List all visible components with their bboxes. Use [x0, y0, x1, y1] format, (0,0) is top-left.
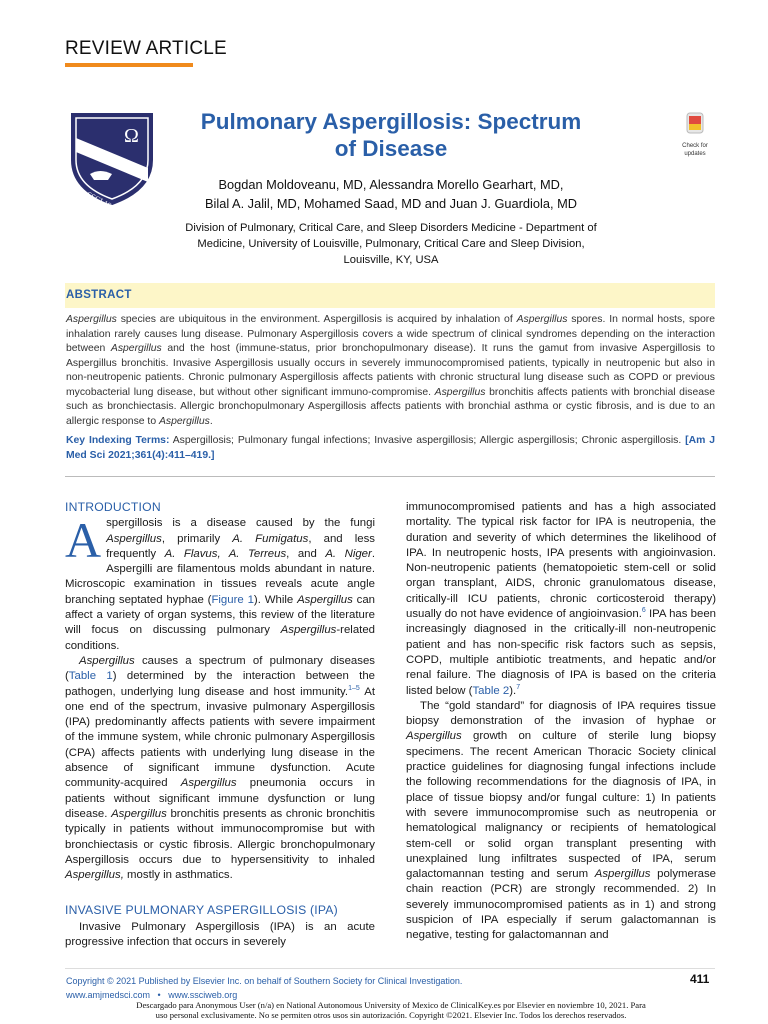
seal-omega: Ω	[124, 125, 139, 147]
title-line-1: Pulmonary Aspergillosis: Spectrum	[200, 109, 582, 134]
abstract-text-run: Aspergillus	[434, 386, 486, 398]
text-run: polymerase chain reaction (PCR) are strongly recommended. 2) In severely immunocompromised patients as in 1) and strong suspicion of IPA especially if serum galactomannan is negative, testing for galactomannan and	[406, 868, 717, 942]
abstract-text-run: .	[209, 415, 213, 427]
text-run: Aspergillus	[594, 868, 651, 881]
text-run: Aspergillus	[297, 593, 353, 606]
abstract-text-run: spores. In normal hosts, spore inhalation rarely causes lung disease. Pulmonary Aspergillosis covers a wide spectrum of clinical syndromes depending on the interaction between	[66, 314, 715, 354]
text-run: spergillosis is a disease caused by the fungi	[106, 517, 375, 530]
text-run: Aspergillus	[280, 624, 337, 637]
abstract-text	[66, 313, 715, 429]
text-run: IPA has been increasingly diagnosed in the critically-ill non-neutropenic patient and has non-specific risk factors such as sepsis, COPD, multiple antibiotic treatments, and hepatic and/or renal failure. The diagnosis of IPA is based on the criteria listed below (	[406, 608, 716, 697]
reference-1-5-link[interactable]: 1–5	[348, 684, 360, 692]
text-run: Aspergillus	[180, 777, 237, 790]
text-run: causes a spectrum of pulmonary diseases (	[65, 654, 375, 683]
author-list	[160, 176, 622, 213]
check-for-updates-button[interactable]	[676, 112, 714, 157]
ipa-paragraph: Invasive Pulmonary Aspergillosis (IPA) is an acute progressive infection that occurs in severely	[65, 920, 375, 949]
section-gap	[65, 883, 375, 903]
crossmark-icon	[676, 112, 714, 136]
abstract-divider	[65, 476, 715, 477]
text-run: Aspergillus,	[65, 869, 124, 882]
society-url-link[interactable]: www.ssciweb.org	[168, 990, 238, 1000]
footer-divider	[65, 968, 715, 969]
affiliation-line-3: Louisville, KY, USA	[343, 254, 439, 266]
seal-ring-text: SSCI 1946	[85, 189, 121, 208]
download-notice-line-1: Descargado para Anonymous User (n/a) en National Autonomous University of Mexico de ClinicalKey.es por Elsevier en noviembre 10, 2021. Para	[136, 1000, 646, 1010]
abstract-text-run: Aspergillus	[516, 314, 568, 325]
citation-link[interactable]: [Am J Med Sci 2021;361(4):411–419.]	[66, 435, 715, 461]
abstract-text-run: bronchitis affects patients with bronchial disease such as bronchiectasis. Allergic bronchopulmonary Aspergillosis affects patients with bronchial asthma or cystic fibrosis, and is due to an allergic response to	[66, 386, 715, 427]
text-run: Aspergillus	[106, 532, 162, 545]
key-terms-label: Key Indexing Terms:	[66, 435, 170, 446]
copyright-notice: Copyright © 2021 Published by Elsevier Inc. on behalf of Southern Society for Clinical Investigation.	[66, 976, 463, 986]
text-run: , and	[286, 547, 326, 560]
text-run: . Aspergilli are filamentous molds abundant in nature. Microscopic examination in tissues reveals acute angle branching septated hyphae (	[65, 547, 375, 606]
text-run: A. Fumigatus	[232, 532, 309, 545]
text-run: ).	[509, 684, 517, 697]
abstract-heading: ABSTRACT	[66, 289, 132, 301]
text-run: Aspergillus	[79, 654, 135, 667]
seal-shield-icon	[62, 108, 162, 208]
abstract-text-run: and the host (immune-status, prior bronchopulmonary disease). It runs the gamut from invasive Aspergillosis to Aspergillus bronchitis. Invasive Aspergillosis usually occurs in severely immunocompromised patients, typically in neutropenic but also in non-neutropenic patients. Chronic pulmonary Aspergillosis affects patients with chronic structural lung disease such as COPD or previous mycobacterial lung disease, but without other significant immuno-compromise.	[66, 343, 715, 398]
text-run: Aspergillus	[111, 807, 167, 820]
affiliation	[150, 220, 632, 268]
text-run: -related conditions.	[65, 624, 375, 652]
text-run: Aspergillus	[406, 730, 462, 743]
text-run: can affect a variety of organ systems, this review of the literature will focus on discussing pulmonary	[65, 593, 375, 637]
reference-7-link[interactable]: 7	[516, 683, 521, 691]
abstract-text-run: Aspergillus	[159, 415, 210, 427]
text-run: ) determined by the interaction between the pathogen, underlying lung disease and host immunity.	[65, 670, 375, 698]
authors-line-2: Bilal A. Jalil, MD, Mohamed Saad, MD and Juan J. Guardiola, MD	[205, 195, 577, 211]
text-run: growth on culture of sterile lung biopsy specimens. The recent American Thoracic Society clinical practice guidelines for diagnosing fungal infections include the following recommendations for the diagnosis of IPA, in place of tissue biopsy and/or fungal culture: 1) In patients with severe immunocompromise such as neutropenia or hematological malignancy or recipients of hematological stem-cell or solid organ transplant presenting with unexplained lung infiltrates suspected of IPA, serum galactomannan testing and serum	[406, 730, 716, 881]
text-run: At one end of the spectrum, invasive pulmonary Aspergillosis (IPA) predominantly affects patients with severe impairment of the immune system, while chronic pulmonary Aspergillosis (CPA) affects patients with underlying lung disease in the absence of significant immune dysfunction. Acute community-acquired	[65, 685, 375, 790]
article-type-label: REVIEW ARTICLE	[65, 38, 227, 59]
header-accent-rule	[65, 63, 193, 67]
text-run: ). While	[253, 593, 298, 606]
text-run: , primarily	[161, 532, 233, 545]
text-run: , and less frequently	[106, 532, 375, 560]
text-run: The “gold standard” for diagnosis of IPA requires tissue biopsy demonstration of the invasion of hyphae or	[406, 699, 716, 728]
figure-1-link[interactable]: Figure 1	[211, 593, 254, 606]
text-run: A. Flavus, A. Terreus	[164, 547, 287, 560]
gold-standard-paragraph	[406, 699, 716, 944]
abstract-text-run: Aspergillus	[110, 343, 162, 354]
journal-url-link[interactable]: www.amjmedsci.com	[66, 990, 151, 1000]
article-title	[160, 108, 622, 162]
section-heading-ipa: INVASIVE PULMONARY ASPERGILLOSIS (IPA)	[65, 903, 338, 918]
text-run: pneumonia occurs in patients without significant immune dysfunction or lung disease.	[65, 777, 375, 820]
download-notice	[66, 1000, 716, 1020]
abstract-header-bar	[65, 283, 715, 308]
drop-cap: A	[65, 512, 102, 569]
affiliation-line-2: Medicine, University of Louisville, Pulmonary, Critical Care and Sleep Division,	[197, 238, 585, 250]
body-column-right	[406, 500, 716, 944]
body-column-left	[65, 500, 375, 950]
text-run: immunocompromised patients and has a high associated mortality. The typical risk factor for IPA is neutropenia, the duration and severity of which determines the likelihood of IPA. In neutropenic hosts, IPA presents with angioinvasion. Non-neutropenic patients (hematopoietic stem-cell or solid organ transplant, AIDS, chronic granulomatous disease, critically-ill ICU patients, chronic corticosteroid therapy) usually do not have evidence of angioinvasion.	[406, 501, 716, 621]
footer-links	[66, 990, 237, 1000]
table-2-link[interactable]: Table 2	[472, 684, 510, 697]
ipa-continued-paragraph	[406, 500, 716, 699]
intro-paragraph	[65, 512, 375, 654]
reference-6-link[interactable]: 6	[641, 607, 646, 615]
crossmark-label-1: Check for	[682, 143, 708, 149]
table-1-link[interactable]: Table 1	[68, 670, 113, 683]
section-heading-introduction: INTRODUCTION	[65, 500, 161, 514]
key-terms-text: Aspergillosis; Pulmonary fungal infections; Invasive aspergillosis; Allergic aspergillosis; Chronic aspergillosis.	[169, 435, 686, 446]
text-run: bronchitis presents as chronic bronchitis typically in patients without immunocompromise but with bronchiectasis or cystic fibrosis. Allergic bronchopulmonary Aspergillosis occurs due to hypersensitivity to inhaled	[65, 807, 375, 866]
affiliation-line-1: Division of Pulmonary, Critical Care, and Sleep Disorders Medicine - Department of	[185, 222, 597, 234]
spectrum-paragraph	[65, 654, 375, 883]
society-seal-logo	[62, 108, 162, 208]
abstract-text-run: Aspergillus	[66, 314, 117, 325]
bullet-separator: •	[157, 990, 161, 1000]
key-indexing-terms	[66, 434, 715, 463]
authors-line-1: Bogdan Moldoveanu, MD, Alessandra Morello Gearhart, MD,	[218, 177, 564, 192]
page-number: 411	[690, 972, 710, 986]
title-line-2: of Disease	[334, 136, 448, 161]
download-notice-line-2: uso personal exclusivamente. No se permiten otros usos sin autorización. Copyright ©2021. Elsevier Inc. Todos los derechos reservados.	[155, 1010, 627, 1020]
text-run: mostly in asthmatics.	[123, 869, 233, 882]
text-run: A. Niger	[325, 547, 372, 560]
crossmark-label-2: updates	[684, 151, 706, 157]
abstract-text-run: species are ubiquitous in the environment. Aspergillosis is acquired by inhalation of	[116, 314, 517, 325]
